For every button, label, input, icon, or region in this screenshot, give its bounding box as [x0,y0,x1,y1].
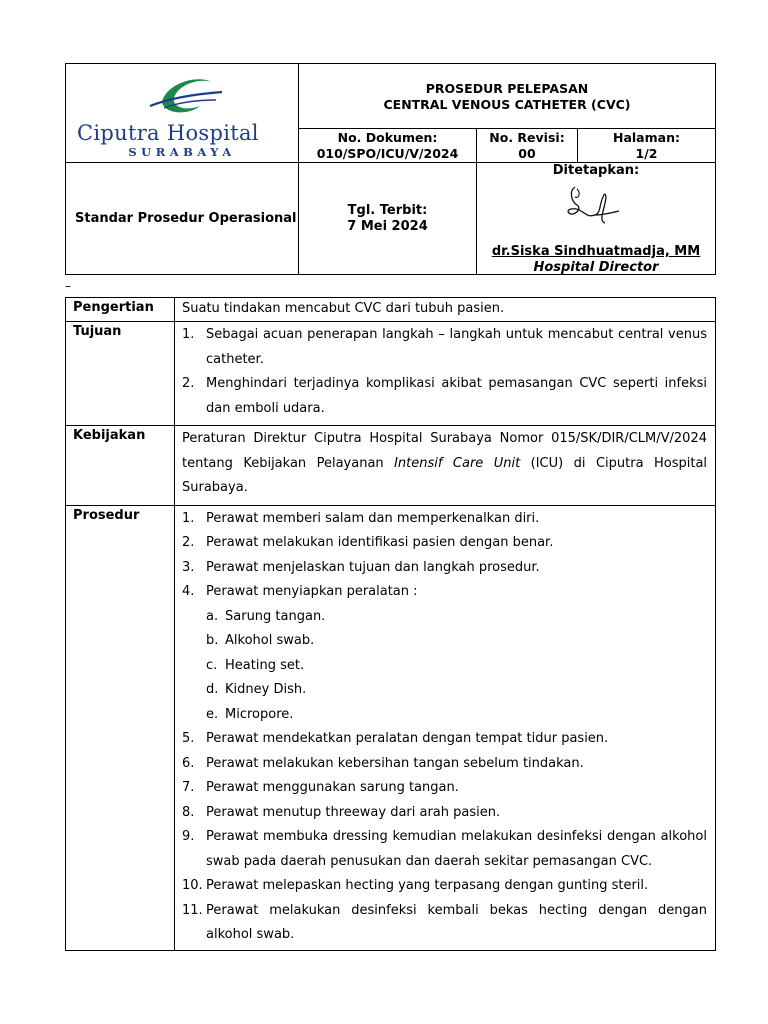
page-value: 1/2 [635,145,658,161]
equipment-item: d. Kidney Dish. [206,682,307,697]
title-line-1: PROSEDUR PELEPASAN [425,81,589,96]
doc-number-cell [299,129,477,163]
equipment-item: c. Heating set. [206,657,305,673]
equipment-item: a. Sarung tangan. [206,608,326,624]
document-header [65,63,716,275]
list-item: 1. Perawat memberi salam dan memperkenalkan diri. [182,510,540,526]
signer-title: Hospital Director [533,260,659,275]
prosedur-list [182,507,707,948]
list-item: 2. Perawat melakukan identifikasi pasien dengan benar. [182,535,554,550]
separator-mark: – [65,279,71,293]
list-item: 7. Perawat menggunakan sarung tangan. [182,780,459,795]
list-item: 10. Perawat melepaskan hecting yang terpasang dengan gunting steril. [182,878,649,893]
list-item: 2. Menghindari terjadinya komplikasi akibat pemasangan CVC seperti infeksi dan emboli udara. [182,376,707,416]
revision-cell [477,129,578,163]
row-kebijakan [66,426,716,506]
list-item: 6. Perawat melakukan kebersihan tangan sebelum tindakan. [182,755,584,771]
tujuan-label: Tujuan [66,322,175,426]
doc-number-label: No. Dokumen: [337,129,438,145]
issue-date-value: 7 Mei 2024 [347,218,428,234]
procedure-table [65,297,716,951]
list-item: 5. Perawat mendekatkan peralatan dengan tempat tidur pasien. [182,731,609,746]
logo-city: SURABAYA [128,145,236,159]
list-item: 3. Perawat menjelaskan tujuan dan langkah prosedur. [182,559,540,575]
equipment-list [206,605,707,728]
pengertian-text: Suatu tindakan mencabut CVC dari tubuh pasien. [175,298,716,322]
issue-date-cell [299,163,477,275]
title-line-2: CENTRAL VENOUS CATHETER (CVC) [383,97,631,112]
list-item: 4. Perawat menyiapkan peralatan : a. Sarung tangan. b. Alkohol swab. c. Heating set. d. Kidney Dish. e. Micropore. [182,580,707,727]
row-prosedur [66,505,716,950]
doc-number-value: 010/SPO/ICU/V/2024 [316,145,459,161]
page-label: Halaman: [613,129,680,145]
list-item: 11. Perawat melakukan desinfeksi kembali bekas hecting dengan dengan alkohol swab. [182,902,707,942]
kebijakan-label: Kebijakan [66,426,175,506]
hospital-logo [66,64,298,162]
page-cell [578,129,716,163]
signer-name: dr.Siska Sindhuatmadja, MM [491,244,701,259]
document-title [299,64,716,129]
list-item: 1. Sebagai acuan penerapan langkah – langkah untuk mencabut central venus catheter. [182,327,707,367]
logo-hospital-name: Ciputra Hospital [77,121,259,145]
equipment-item: e. Micropore. [206,706,294,722]
sop-label: Standar Prosedur Operasional [66,163,299,275]
director-signature-icon [559,181,629,229]
list-item: 8. Perawat menutup threeway dari arah pasien. [182,804,501,820]
issue-date-label: Tgl. Terbit: [347,202,428,218]
tujuan-content [175,322,716,426]
logo-cell [66,64,299,163]
revision-label: No. Revisi: [489,129,565,145]
prosedur-label: Prosedur [66,505,175,950]
row-pengertian [66,298,716,322]
pengertian-label: Pengertian [66,298,175,322]
row-tujuan [66,322,716,426]
prosedur-content [175,505,716,950]
revision-value: 00 [518,145,536,161]
approval-cell [477,163,716,275]
list-item: 9. Perawat membuka dressing kemudian melakukan desinfeksi dengan alkohol swab pada daerah penusukan dan daerah sekitar pemasangan CVC. [182,829,707,869]
tujuan-list [182,323,707,421]
approved-label: Ditetapkan: [552,163,640,178]
kebijakan-text: Peraturan Direktur Ciputra Hospital Surabaya Nomor 015/SK/DIR/CLM/V/2024 tentang Kebijakan Pelayanan Intensif Care Unit (ICU) di Ciputra Hospital Surabaya. [175,426,716,506]
ciputra-swoosh-icon [144,72,224,120]
equipment-item: b. Alkohol swab. [206,633,315,648]
